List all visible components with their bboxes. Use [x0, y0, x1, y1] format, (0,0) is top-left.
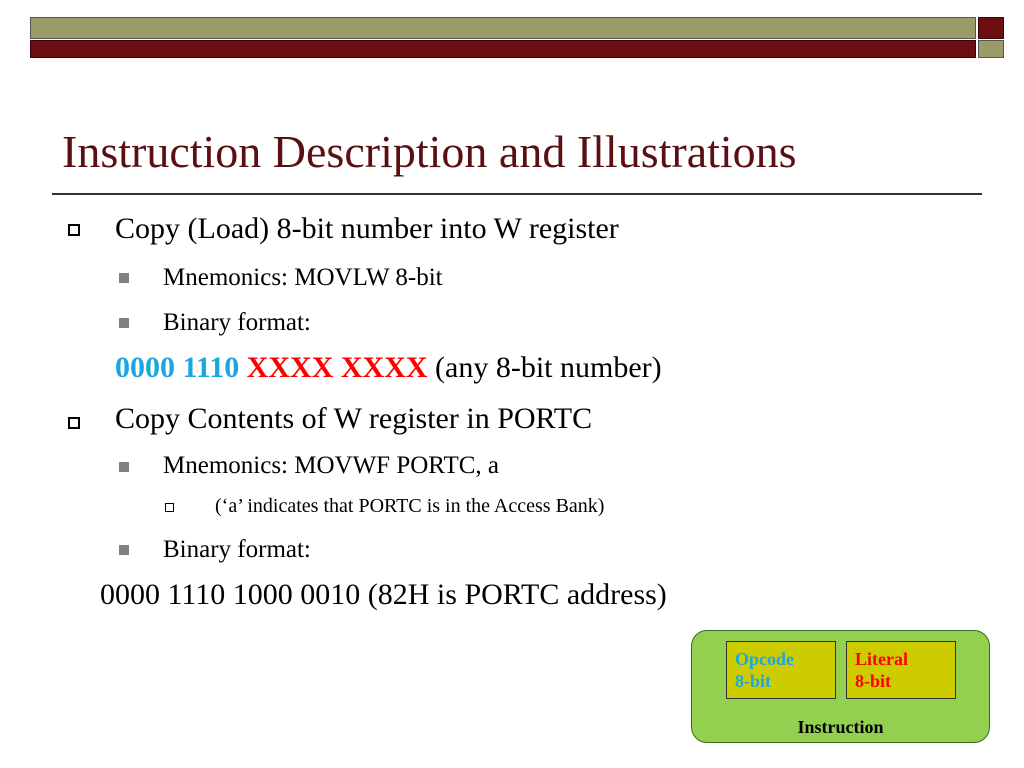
literal-box — [846, 641, 956, 699]
header-corner-maroon — [978, 17, 1004, 39]
slide-title: Instruction Description and Illustrations — [62, 126, 797, 177]
bullet-movwf-mnemonic: Mnemonics: MOVWF PORTC, a — [163, 452, 499, 479]
title-divider — [52, 193, 982, 195]
movlw-binary-line — [115, 351, 662, 385]
literal-bits: XXXX XXXX — [246, 351, 428, 384]
bullet-movlw-binary-label: Binary format: — [163, 309, 311, 336]
hollow-square-bullet-icon — [68, 224, 80, 236]
hollow-square-bullet-icon — [68, 417, 80, 429]
bullet-copy-portc: Copy Contents of W register in PORTC — [115, 402, 593, 435]
instruction-diagram — [691, 630, 990, 743]
literal-size: 8-bit — [855, 671, 891, 691]
opcode-size: 8-bit — [735, 671, 771, 691]
header-bar-olive — [30, 17, 976, 39]
bullet-movwf-binary-label: Binary format: — [163, 536, 311, 563]
instruction-caption: Instruction — [797, 717, 884, 737]
square-bullet-icon — [119, 462, 129, 472]
opcode-bits: 0000 1110 — [115, 351, 240, 384]
opcode-box — [726, 641, 836, 699]
bullet-load-w: Copy (Load) 8-bit number into W register — [115, 212, 619, 245]
movwf-binary-line: 0000 1110 1000 0010 (82H is PORTC address) — [100, 578, 667, 611]
hollow-square-bullet-icon — [165, 503, 174, 512]
square-bullet-icon — [119, 318, 129, 328]
literal-label: Literal — [855, 649, 908, 669]
square-bullet-icon — [119, 545, 129, 555]
access-bank-note: (‘a’ indicates that PORTC is in the Access Bank) — [215, 495, 605, 517]
header-corner-olive — [978, 40, 1004, 58]
square-bullet-icon — [119, 273, 129, 283]
opcode-label: Opcode — [735, 649, 795, 669]
binary-note: (any 8-bit number) — [435, 351, 662, 384]
header-bar-maroon — [30, 40, 976, 58]
bullet-movlw-mnemonic: Mnemonics: MOVLW 8-bit — [163, 264, 443, 291]
